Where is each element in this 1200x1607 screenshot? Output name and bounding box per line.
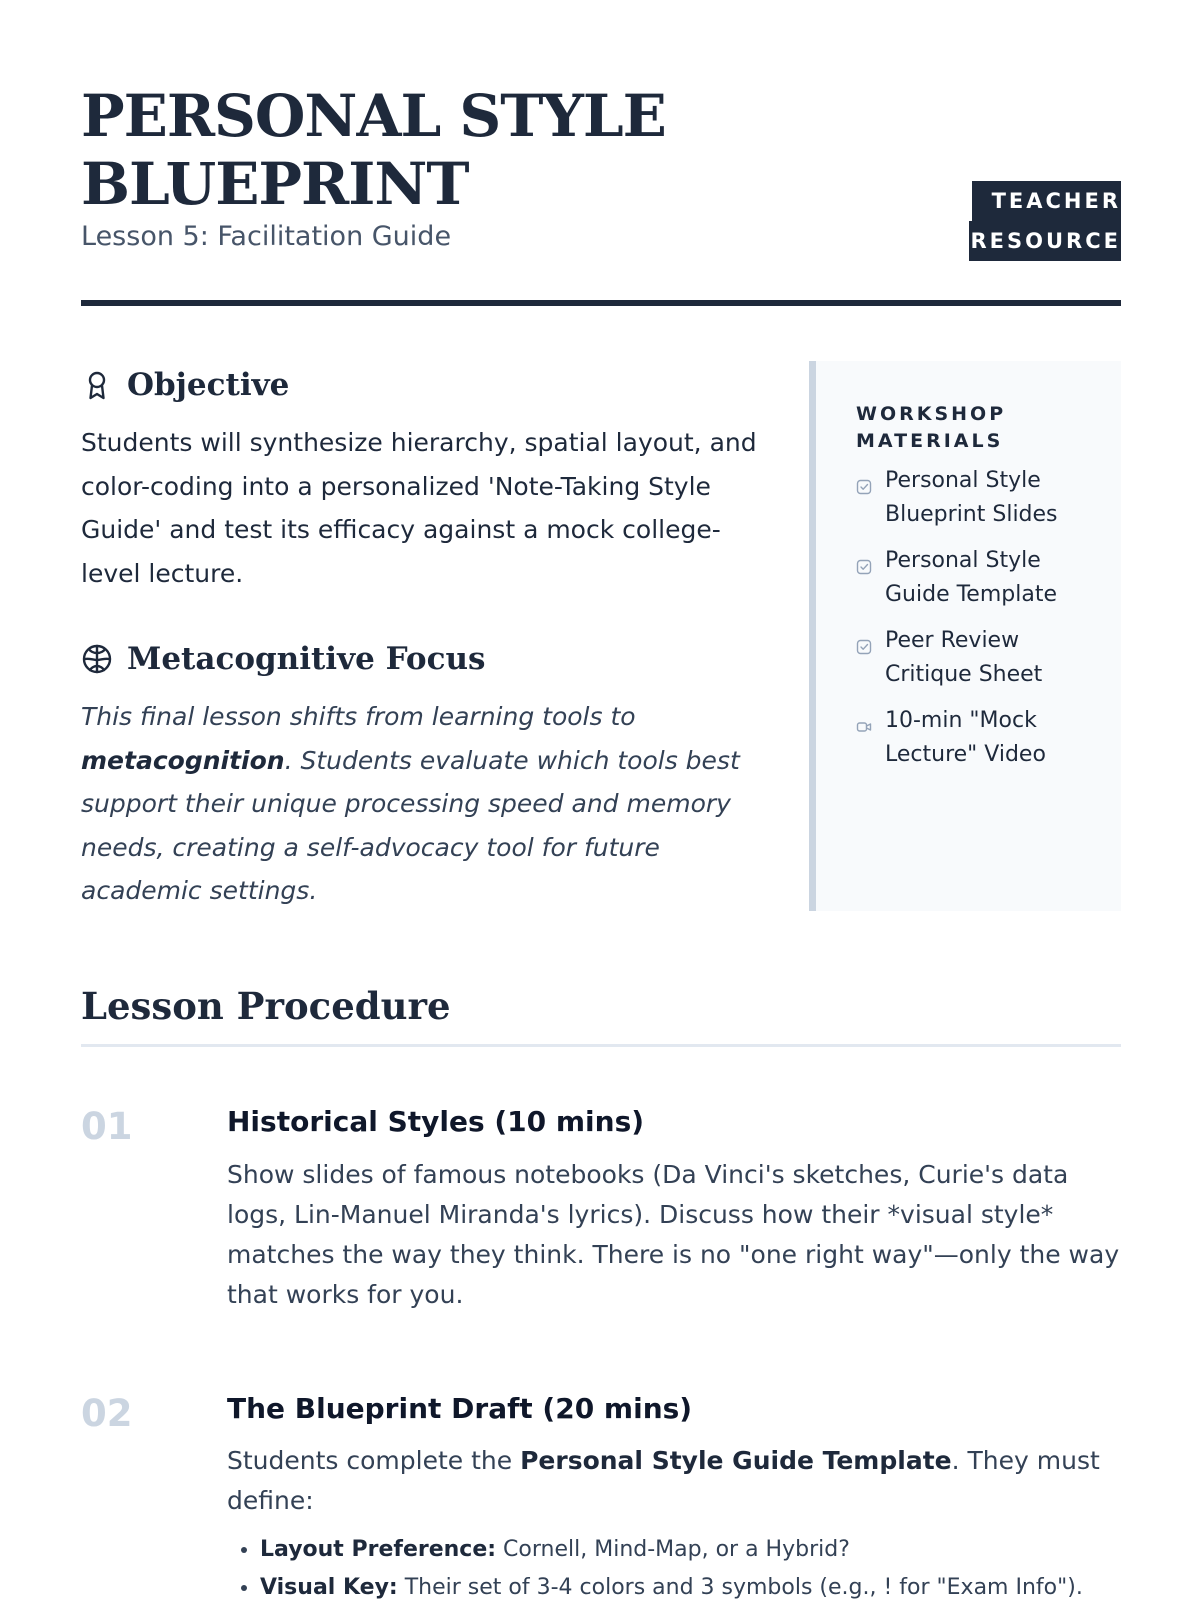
- material-label: 10-min "Mock Lecture" Video: [885, 708, 1046, 767]
- header-divider: [81, 300, 1121, 306]
- step-number: 02: [81, 1392, 133, 1435]
- bullet-label: Layout Preference:: [260, 1537, 497, 1562]
- material-label: Personal Style Guide Template: [885, 548, 1057, 607]
- bullet-label: Visual Key:: [260, 1575, 398, 1600]
- step-title: The Blueprint Draft (20 mins): [227, 1392, 693, 1425]
- badge-line-2: RESOURCE: [969, 221, 1121, 261]
- teacher-resource-badge: [955, 181, 1121, 263]
- metacognitive-text-emphasis: metacognition: [81, 745, 285, 775]
- objective-heading-label: Objective: [127, 367, 290, 403]
- step-body-emphasis: Personal Style Guide Template: [520, 1446, 952, 1475]
- page-title: PERSONAL STYLE BLUEPRINT: [81, 82, 666, 218]
- badge-line-1: TEACHER: [972, 181, 1121, 221]
- objective-text: Students will synthesize hierarchy, spatial layout, and color-coding into a personalized 'Note-Taking Style Guide' and test its efficacy against a mock college-level lecture.: [81, 428, 757, 588]
- bullet-text: Cornell, Mind-Map, or a Hybrid?: [496, 1537, 850, 1562]
- step-body-part-2: . They must define:: [227, 1446, 1100, 1515]
- list-item: [260, 1531, 1154, 1569]
- material-item: [856, 704, 1106, 771]
- materials-list: [856, 464, 1106, 784]
- metacognitive-heading: [81, 637, 485, 681]
- facilitation-guide-page: [81, 0, 1121, 1600]
- metacognitive-text-part-2: . Students evaluate which tools best support their unique processing speed and memory needs, creating a self-advocacy tool for future academic settings.: [81, 745, 740, 905]
- material-label: Peer Review Critique Sheet: [885, 628, 1043, 687]
- page-subtitle: Lesson 5: Facilitation Guide: [81, 221, 452, 252]
- step-bullet-list: [227, 1531, 1154, 1607]
- materials-title: WORKSHOP MATERIALS: [856, 403, 1007, 452]
- brain-icon: [81, 643, 113, 675]
- workshop-materials-panel: [809, 361, 1121, 911]
- list-item: [260, 1569, 1154, 1607]
- checkbox-icon: [856, 552, 872, 568]
- metacognitive-heading-label: Metacognitive Focus: [127, 641, 486, 677]
- metacognitive-text-part-1: This final lesson shifts from learning tools to: [81, 702, 636, 731]
- checkbox-icon: [856, 472, 872, 488]
- bullet-text: Their set of 3-4 colors and 3 symbols (e.g., ! for "Exam Info").: [397, 1575, 1083, 1600]
- material-label: Personal Style Blueprint Slides: [885, 468, 1058, 527]
- objective-heading: [81, 363, 289, 407]
- material-item: [856, 624, 1106, 691]
- step-title: Historical Styles (10 mins): [227, 1105, 645, 1138]
- metacognitive-text: [81, 695, 746, 913]
- procedure-divider: [81, 1044, 1121, 1047]
- video-icon: [856, 712, 872, 728]
- material-item: [856, 464, 1106, 531]
- step-body: Show slides of famous notebooks (Da Vinci's sketches, Curie's data logs, Lin-Manuel Miranda's lyrics). Discuss how their *visual style* matches the way they think. There is no "one right way"—only the way that works for you.: [227, 1160, 1120, 1309]
- checkbox-icon: [856, 632, 872, 648]
- award-ribbon-icon: [81, 369, 113, 401]
- procedure-title: Lesson Procedure: [81, 984, 451, 1028]
- step-body-part-1: Students complete the: [227, 1446, 521, 1475]
- step-number: 01: [81, 1105, 133, 1148]
- step-body: [227, 1441, 1121, 1521]
- material-item: [856, 544, 1106, 611]
